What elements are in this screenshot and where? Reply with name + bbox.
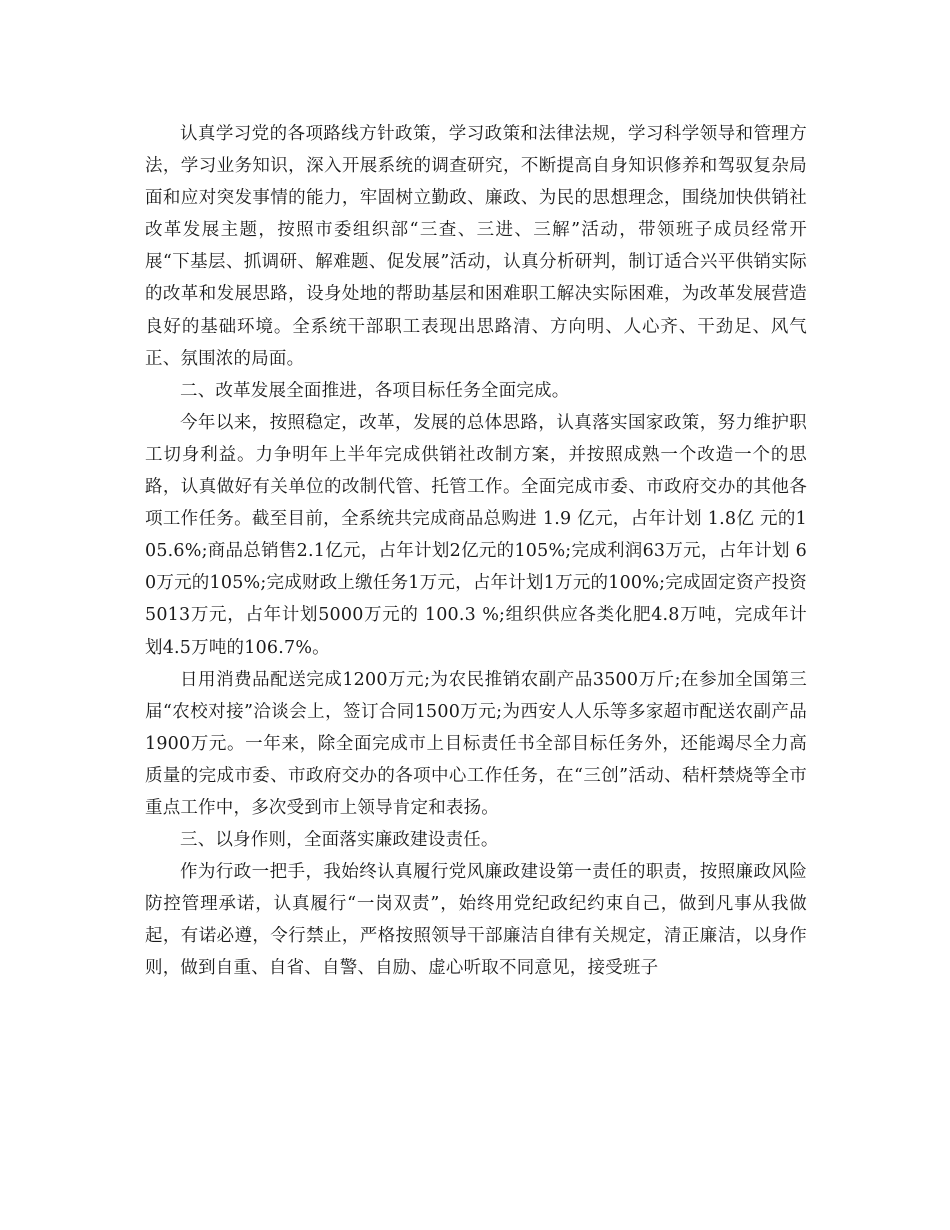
section-heading-reform: 二、改革发展全面推进，各项目标任务全面完成。: [180, 380, 570, 401]
paragraph-reform-progress: 今年以来，按照稳定，改革，发展的总体思路，认真落实国家政策，努力维护职工切身利益。力争明年上半年完成供销社改制方案，并按照成熟一个改造一个的思路，认真做好有关单位的改制代管、托管工作。全面完成市委、市政府交办的其他各项工作任务。截至目前，全系统共完成商品总购进 1.9 亿元，占年计划 1.8亿 元的105.6%;商品总销售2.1亿元，占年计划2亿元的105%;完成利润63万元，占年计划 60万元的105%;完成财政上缴任务1万元，占年计划1万元的100%;完成固定资产投资5013万元，占年计划5000万元的 100.3 %;组织供应各类化肥4.8万吨，完成年计划4.5万吨的106.7%。: [145, 412, 807, 658]
paragraph-consumer-goods: 日用消费品配送完成1200万元;为农民推销农副产品3500万斤;在参加全国第三届“农校对接”洽谈会上，签订合同1500万元;为西安人人乐等多家超市配送农副产品1900万元。一年来，除全面完成市上目标责任书全部目标任务外，还能竭尽全力高质量的完成市委、市政府交办的各项中心工作任务，在“三创”活动、秸杆禁烧等全市重点工作中，多次受到市上领导肯定和表扬。: [145, 669, 807, 818]
section-heading-integrity: 三、以身作则，全面落实廉政建设责任。: [180, 830, 499, 851]
paragraph-integrity: 作为行政一把手，我始终认真履行党风廉政建设第一责任的职责，按照廉政风险防控管理承诺，认真履行“一岗双责”，始终用党纪政纪约束自己，做到凡事从我做起，有诺必遵，令行禁止，严格按照领导干部廉洁自律有关规定，清正廉洁，以身作则，做到自重、自省、自警、自励、虚心听取不同意见，接受班子: [145, 862, 807, 979]
document-page: [145, 118, 807, 985]
paragraph-study: 认真学习党的各项路线方针政策，学习政策和法律法规，学习科学领导和管理方法，学习业务知识，深入开展系统的调查研究，不断提高自身知识修养和驾驭复杂局面和应对突发事情的能力，牢固树立勤政、廉政、为民的思想理念，围绕加快供销社改革发展主题，按照市委组织部“三查、三进、三解”活动，带领班子成员经常开展“下基层、抓调研、解难题、促发展”活动，认真分析研判，制订适合兴平供销实际的改革和发展思路，设身处地的帮助基层和困难职工解决实际困难，为改革发展营造良好的基础环境。全系统干部职工表现出思路清、方向明、人心齐、干劲足、风气正、氛围浓的局面。: [145, 124, 807, 369]
